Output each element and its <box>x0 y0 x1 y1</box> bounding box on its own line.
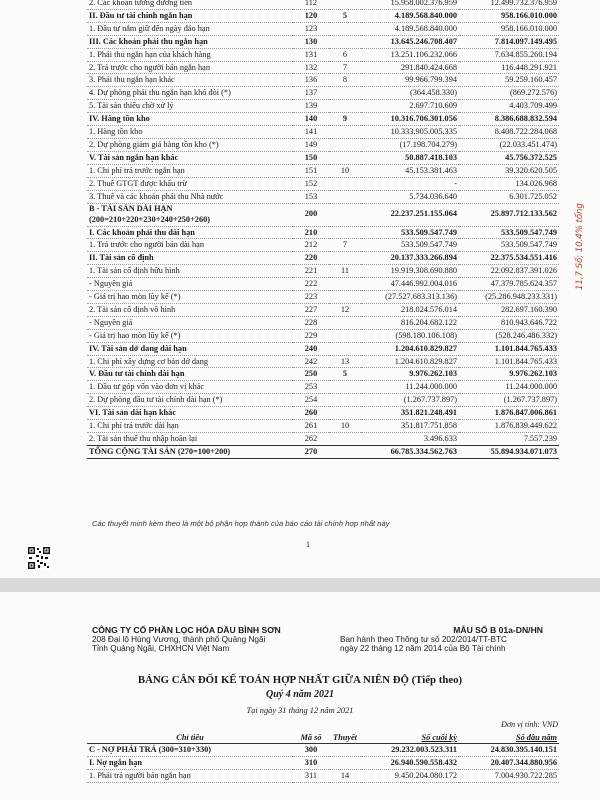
row-code: 260 <box>304 408 318 418</box>
row-begin-value: 55.894.934.071.073 <box>490 446 557 456</box>
row-note: 6 <box>342 49 348 59</box>
row-begin-value: 810.943.646.722 <box>500 317 557 327</box>
row-code: 221 <box>304 266 318 276</box>
header-begin-year: Số đầu năm <box>515 733 557 742</box>
table-row <box>87 278 559 291</box>
row-code: 253 <box>304 382 318 392</box>
row-code: 229 <box>304 330 318 340</box>
header-item: Chỉ tiêu <box>176 733 204 742</box>
row-label: 2. Dự phòng đầu tư tài chính dài hạn (*) <box>89 395 223 405</box>
row-label: 1. Đầu tư nắm giữ đến ngày đáo hạn <box>89 23 210 33</box>
row-code: 242 <box>304 356 318 366</box>
row-end-value: 22.237.251.155.064 <box>390 209 457 219</box>
row-note <box>329 177 361 190</box>
row-end-value: 19.919.308.690.880 <box>390 266 457 276</box>
row-begin-value: 20.407.344.880.956 <box>490 757 557 767</box>
table-row <box>87 48 559 61</box>
row-label: 1. Chi phí trả trước ngắn hạn <box>89 165 185 175</box>
row-end-value: 9.450.204.080.172 <box>394 770 457 780</box>
table-row <box>87 190 559 203</box>
row-end-value: 66.785.334.562.763 <box>390 446 457 456</box>
row-begin-value: 22.375.534.551.416 <box>490 253 557 263</box>
row-begin-value: 1.876.847.006.861 <box>494 408 557 418</box>
row-end-value: 2.697.710.609 <box>409 101 457 111</box>
row-label: V. Đầu tư tài chính dài hạn <box>89 369 185 379</box>
row-label: - Nguyên giá <box>89 279 133 289</box>
row-code: 250 <box>304 369 318 379</box>
row-label: 3. Phải thu ngắn hạn khác <box>89 75 175 85</box>
row-note <box>329 151 361 164</box>
row-end-value: 10.333.905.005.335 <box>390 127 457 137</box>
row-end-value: 351.817.751.858 <box>400 421 457 431</box>
row-note <box>329 278 361 291</box>
row-code: 212 <box>304 240 318 250</box>
row-begin-value: 6.301.725.052 <box>509 191 557 201</box>
row-begin-value: 533.509.547.749 <box>500 227 557 237</box>
row-note <box>329 342 361 355</box>
row-begin-value: 134.026.968 <box>515 178 557 188</box>
row-label: 2. Các khoản tương đương tiền <box>89 0 193 7</box>
row-note: 7 <box>342 62 348 72</box>
row-note <box>329 291 361 304</box>
row-note <box>329 445 361 458</box>
form-regulation-line-1: Ban hành theo Thông tư số 202/2014/TT-BTC <box>340 635 507 644</box>
row-label: IV. Tài sản dở dang dài hạn <box>89 343 187 353</box>
row-note: 14 <box>340 770 350 780</box>
row-label: II. Tài sản cố định <box>89 253 154 263</box>
row-end-value: 20.137.333.266.894 <box>390 253 457 263</box>
statement-page-2 <box>0 592 600 800</box>
currency-unit: Đơn vị tính: VND <box>501 720 558 729</box>
table-row <box>87 35 559 48</box>
row-end-value: (364.458.330) <box>409 88 457 98</box>
row-code: 228 <box>304 317 318 327</box>
row-label: I. Các khoản phải thu dài hạn <box>89 227 195 237</box>
row-label: 2. Tài sản thuế thu nhập hoãn lại <box>89 434 198 443</box>
row-note: 5 <box>342 10 348 20</box>
row-begin-value: 116.448.291.921 <box>501 62 557 72</box>
row-note: 10 <box>340 165 350 175</box>
row-begin-value: (25.286.948.233.331) <box>485 292 557 302</box>
table-row <box>87 22 559 35</box>
row-label: I. Nợ ngắn hạn <box>89 757 143 767</box>
row-code: 136 <box>304 75 318 85</box>
row-code: 120 <box>304 10 318 20</box>
row-note: 12 <box>340 304 350 314</box>
form-regulation <box>340 635 507 654</box>
table-row <box>87 769 559 782</box>
table-row <box>87 368 559 381</box>
row-begin-value: 7.814.097.149.495 <box>494 36 557 46</box>
row-note <box>329 316 361 329</box>
row-end-value: 99.966.799.394 <box>405 75 457 85</box>
row-code: 311 <box>304 770 318 780</box>
row-end-value: 13.251.106.232.066 <box>390 49 457 59</box>
row-end-value: 50.887.418.103 <box>405 152 457 162</box>
statement-date: Tại ngày 31 tháng 12 năm 2021 <box>246 706 354 715</box>
row-end-value: 351.821.248.491 <box>400 408 457 418</box>
row-end-value: - <box>454 178 457 188</box>
row-begin-value: 7.557.239 <box>523 434 557 443</box>
row-code: 153 <box>304 191 318 201</box>
row-note: 5 <box>342 369 348 379</box>
row-begin-value: 25.897.712.133.562 <box>490 209 557 219</box>
row-end-value: 1.204.610.829.827 <box>394 356 457 366</box>
row-label: - Giá trị hao mòn lũy kế (*) <box>89 292 181 302</box>
row-note <box>329 138 361 151</box>
company-address <box>92 635 265 654</box>
table-row <box>87 113 559 126</box>
table-row <box>87 355 559 368</box>
handwritten-note: 11,7 Số; 10.4% tổng <box>575 203 585 290</box>
row-end-value: 4.189.568.840.000 <box>394 23 457 33</box>
table-row <box>87 265 559 278</box>
row-code: 223 <box>304 292 318 302</box>
row-note: 11 <box>341 266 349 276</box>
row-begin-value: (22.033.451.474) <box>499 139 557 149</box>
address-line-1: 208 Đại lộ Hùng Vương, thành phố Quảng Ngãi <box>92 635 266 644</box>
row-code: 210 <box>304 227 318 237</box>
row-end-value: 29.232.003.523.311 <box>391 745 457 754</box>
row-begin-value: 1.876.839.449.622 <box>494 421 557 431</box>
row-label: - Nguyên giá <box>89 317 133 327</box>
row-label: 1. Phải trả người bán ngắn hạn <box>89 770 191 780</box>
row-code: 222 <box>304 279 318 289</box>
row-begin-value: 11.244.000.000 <box>505 382 557 392</box>
row-label: C - NỢ PHẢI TRẢ (300=310+330) <box>89 745 211 754</box>
row-begin-value: 8.386.688.832.594 <box>494 114 557 124</box>
row-code: 130 <box>304 36 318 46</box>
row-code: 132 <box>304 62 318 72</box>
form-number: MẪU SỐ B 01a-DN/HN <box>453 625 543 635</box>
row-code: 141 <box>304 127 318 137</box>
row-end-value: (17.198.704.279) <box>399 139 457 149</box>
row-end-value: 218.024.576.014 <box>400 304 457 314</box>
row-label: 4. Dự phòng phải thu ngắn hạn khó đòi (*) <box>89 88 231 98</box>
table-row <box>87 164 559 177</box>
row-begin-value: 282.697.160.390 <box>500 304 557 314</box>
table-row <box>87 74 559 87</box>
row-note <box>329 190 361 203</box>
row-label: 2. Thuế GTGT được khấu trừ <box>89 178 187 188</box>
row-label: TỔNG CỘNG TÀI SẢN (270=100+200) <box>89 446 231 456</box>
table-row <box>87 342 559 355</box>
row-label: 1. Phải thu ngắn hạn của khách hàng <box>89 49 211 59</box>
row-note <box>329 744 361 757</box>
row-code: 152 <box>304 178 318 188</box>
table-row <box>87 126 559 139</box>
row-begin-value: 8.408.722.284.068 <box>494 127 557 137</box>
row-end-value: (598.180.106.108) <box>395 330 457 340</box>
table-row <box>87 203 559 226</box>
table-row <box>87 138 559 151</box>
row-label: III. Các khoản phải thu ngắn hạn <box>89 36 208 46</box>
row-begin-value: (869.272.576) <box>509 88 557 98</box>
header-code: Mã số <box>300 733 322 742</box>
row-label: 1. Tài sản cố định hữu hình <box>89 266 180 276</box>
row-end-value: 10.316.706.301.056 <box>390 114 457 124</box>
row-label: IV. Hàng tồn kho <box>89 114 150 124</box>
row-note <box>329 0 361 9</box>
row-note <box>329 252 361 265</box>
table-row <box>87 420 559 433</box>
row-begin-value: 533.509.547.749 <box>500 240 557 250</box>
row-code: 149 <box>304 139 318 149</box>
header-note: Thuyết <box>333 733 357 742</box>
row-end-value: 1.204.610.829.827 <box>394 343 457 353</box>
row-code: 240 <box>304 343 318 353</box>
row-code: 123 <box>304 23 318 33</box>
row-begin-value: 47.379.785.624.357 <box>490 279 557 289</box>
row-code: 112 <box>304 0 318 7</box>
row-note <box>329 226 361 239</box>
row-begin-value: 7.634.855.260.194 <box>494 49 557 59</box>
row-end-value: (1.267.737.897) <box>403 395 457 405</box>
row-begin-value: 4.403.709.499 <box>509 101 557 111</box>
row-code: 227 <box>304 304 318 314</box>
statement-title: BẢNG CÂN ĐỐI KẾ TOÁN HỢP NHẤT GIỮA NIÊN ĐỘ (Tiếp theo) <box>137 674 463 686</box>
company-name: CÔNG TY CỔ PHẦN LỌC HÓA DẦU BÌNH SƠN <box>92 625 281 635</box>
table-row <box>87 756 559 769</box>
table-row <box>87 9 559 22</box>
row-end-value: 9.976.262.103 <box>409 369 457 379</box>
row-code: 262 <box>304 434 318 443</box>
row-end-value: 3.496.633 <box>423 434 457 443</box>
table-row <box>87 226 559 239</box>
row-note <box>329 329 361 342</box>
table-row <box>87 177 559 190</box>
table-row <box>87 329 559 342</box>
row-end-value: 5.734.036.640 <box>409 191 457 201</box>
table-row <box>87 151 559 164</box>
row-end-value: 13.645.246.708.407 <box>390 36 457 46</box>
table-row <box>87 381 559 394</box>
row-end-value: 11.244.000.000 <box>405 382 457 392</box>
row-label: 3. Thuế và các khoản phải thu Nhà nước <box>89 191 224 201</box>
qr-code-icon <box>27 546 51 570</box>
row-label: 1. Chi phí xây dựng cơ bản dở dang <box>89 356 209 366</box>
row-begin-value: 22.092.837.391.026 <box>490 266 557 276</box>
row-label: 2. Dự phòng giảm giá hàng tồn kho (*) <box>89 139 219 149</box>
row-label: V. Tài sản ngắn hạn khác <box>89 152 179 162</box>
row-begin-value: 59.259.160.457 <box>505 75 557 85</box>
row-begin-value: 12.499.732.376.959 <box>490 0 557 7</box>
address-line-2: Tỉnh Quảng Ngãi, CHXHCN Việt Nam <box>92 644 230 654</box>
row-note <box>329 407 361 420</box>
row-code: 139 <box>304 101 318 111</box>
footnote: Các thuyết minh kèm theo là một bộ phận hợp thành của báo cáo tài chính hợp nhất này <box>92 519 390 528</box>
table-row <box>87 61 559 74</box>
row-begin-value: (528.246.486.332) <box>495 330 557 340</box>
table-row <box>87 303 559 316</box>
row-label: 1. Hàng tồn kho <box>89 127 143 137</box>
row-end-value: 47.446.992.004.016 <box>390 279 457 289</box>
row-begin-value: 7.004.930.722.285 <box>494 770 557 780</box>
table-row <box>87 87 559 100</box>
row-label: 1. Đầu tư góp vốn vào đơn vị khác <box>89 382 205 392</box>
table-row <box>87 445 559 458</box>
row-begin-value: 958.166.010.000 <box>500 10 557 20</box>
row-begin-value: 1.101.844.765.433 <box>494 343 557 353</box>
row-note <box>329 126 361 139</box>
row-code: 151 <box>304 165 318 175</box>
row-begin-value: 958.166.010.000 <box>500 23 557 33</box>
table-row <box>87 433 559 446</box>
row-begin-value: 24.830.395.140.151 <box>490 745 557 754</box>
row-label: 1. Chi phí trả trước dài hạn <box>89 421 179 431</box>
row-begin-value: 9.976.262.103 <box>509 369 557 379</box>
row-note: 13 <box>340 356 350 366</box>
row-begin-value: (1.267.737.897) <box>503 395 557 405</box>
row-end-value: 45.153.381.463 <box>405 165 457 175</box>
row-begin-value: 45.756.372.525 <box>505 152 557 162</box>
row-code: 150 <box>304 152 318 162</box>
row-end-value: 15.958.002.376.959 <box>390 0 457 7</box>
assets-table <box>87 0 559 459</box>
header-end-period: Số cuối kỳ <box>421 733 457 742</box>
table-row <box>87 100 559 113</box>
row-code: 220 <box>304 253 318 263</box>
table-row <box>87 394 559 407</box>
table-row <box>87 239 559 252</box>
row-code: 261 <box>304 421 318 431</box>
row-end-value: 26.940.590.558.432 <box>390 757 457 767</box>
table-header-row <box>87 733 559 744</box>
row-note: 7 <box>342 240 348 250</box>
row-end-value: (27.527.683.313.136) <box>385 292 457 302</box>
row-label: 5. Tài sản thiếu chờ xử lý <box>89 101 174 111</box>
row-end-value: 291.840.424.668 <box>400 62 457 72</box>
row-label: 2. Trả trước cho người bán ngắn hạn <box>89 62 211 72</box>
row-end-value: 816.204.682.122 <box>400 317 457 327</box>
row-code: 254 <box>304 395 318 405</box>
row-label: - Giá trị hao mòn lũy kế (*) <box>89 330 181 340</box>
row-note: 8 <box>342 75 348 85</box>
row-note <box>329 433 361 446</box>
row-end-value: 533.509.547.749 <box>400 227 457 237</box>
row-code: 200 <box>304 209 318 219</box>
row-note: 9 <box>342 114 348 124</box>
row-note <box>329 203 361 226</box>
row-label: II. Đầu tư tài chính ngắn hạn <box>89 10 193 20</box>
table-row <box>87 0 559 9</box>
table-row <box>87 252 559 265</box>
row-end-value: 533.509.547.749 <box>400 240 457 250</box>
statement-period: Quý 4 năm 2021 <box>265 689 335 700</box>
form-regulation-line-2: ngày 22 tháng 12 năm 2014 của Bộ Tài chính <box>340 644 506 654</box>
row-note <box>329 100 361 113</box>
table-row <box>87 291 559 304</box>
row-code: 137 <box>304 88 318 98</box>
row-label: B - TÀI SẢN DÀI HẠN (200=210+220+230+240+250+260) <box>89 204 211 224</box>
row-end-value: 4.189.568.840.000 <box>394 10 457 20</box>
row-label: 1. Trả trước cho người bán dài hạn <box>89 240 205 250</box>
row-note <box>329 394 361 407</box>
row-code: 131 <box>304 49 318 59</box>
liabilities-table <box>87 733 559 783</box>
row-label: 2. Tài sản cố định vô hình <box>89 304 176 314</box>
row-code: 310 <box>304 757 318 767</box>
row-begin-value: 39.320.620.505 <box>505 165 557 175</box>
row-note <box>329 87 361 100</box>
table-row <box>87 316 559 329</box>
table-row <box>87 744 559 757</box>
row-code: 140 <box>304 114 318 124</box>
row-note <box>329 756 361 769</box>
row-note: 10 <box>340 421 350 431</box>
row-note <box>329 35 361 48</box>
row-note <box>329 381 361 394</box>
row-label: VI. Tài sản dài hạn khác <box>89 408 176 418</box>
page-number: 1 <box>306 540 310 549</box>
row-note <box>329 22 361 35</box>
row-code: 300 <box>304 745 318 754</box>
table-row <box>87 407 559 420</box>
row-code: 270 <box>304 446 318 456</box>
row-begin-value: 1.101.844.765.433 <box>494 356 557 366</box>
